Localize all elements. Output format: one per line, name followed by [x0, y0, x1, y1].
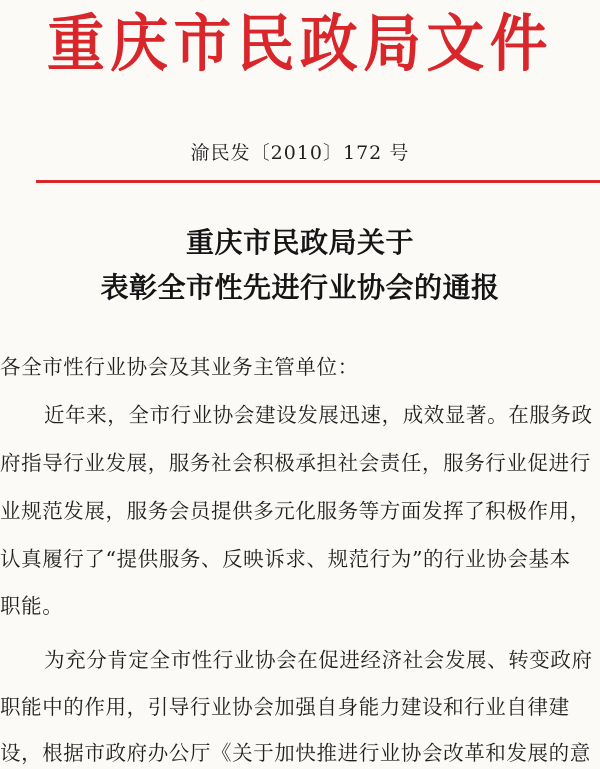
- salutation: 各全市性行业协会及其业务主管单位：: [0, 355, 359, 379]
- paragraph-1-line-3: 业规范发展，服务会员提供多元化服务等方面发挥了积极作用，: [0, 499, 591, 523]
- paragraph-2-line-3: 设，根据市政府办公厅《关于加快推进行业协会改革和发展的意: [0, 741, 591, 765]
- paragraph-1-line-2: 府指导行业发展，服务社会积极承担社会责任，服务行业促进行: [0, 451, 591, 475]
- paragraph-2-line-1: 为充分肯定全市性行业协会在促进经济社会发展、转变政府: [44, 648, 593, 672]
- document-number: 渝民发〔2010〕172 号: [190, 142, 410, 164]
- notice-title-line-2: 表彰全市性先进行业协会的通报: [100, 271, 500, 304]
- paragraph-1-line-4: 认真履行了“提供服务、反映诉求、规范行为”的行业协会基本: [0, 547, 571, 571]
- masthead-title: 重庆市民政局文件: [47, 7, 553, 80]
- red-divider-line: [36, 180, 600, 183]
- notice-title-line-1: 重庆市民政局关于: [185, 226, 414, 259]
- paragraph-2-line-2: 职能中的作用，引导行业协会加强自身能力建设和行业自律建: [0, 695, 570, 719]
- paragraph-1-line-5: 职能。: [0, 594, 64, 618]
- paragraph-1-line-1: 近年来，全市行业协会建设发展迅速，成效显著。在服务政: [44, 403, 593, 427]
